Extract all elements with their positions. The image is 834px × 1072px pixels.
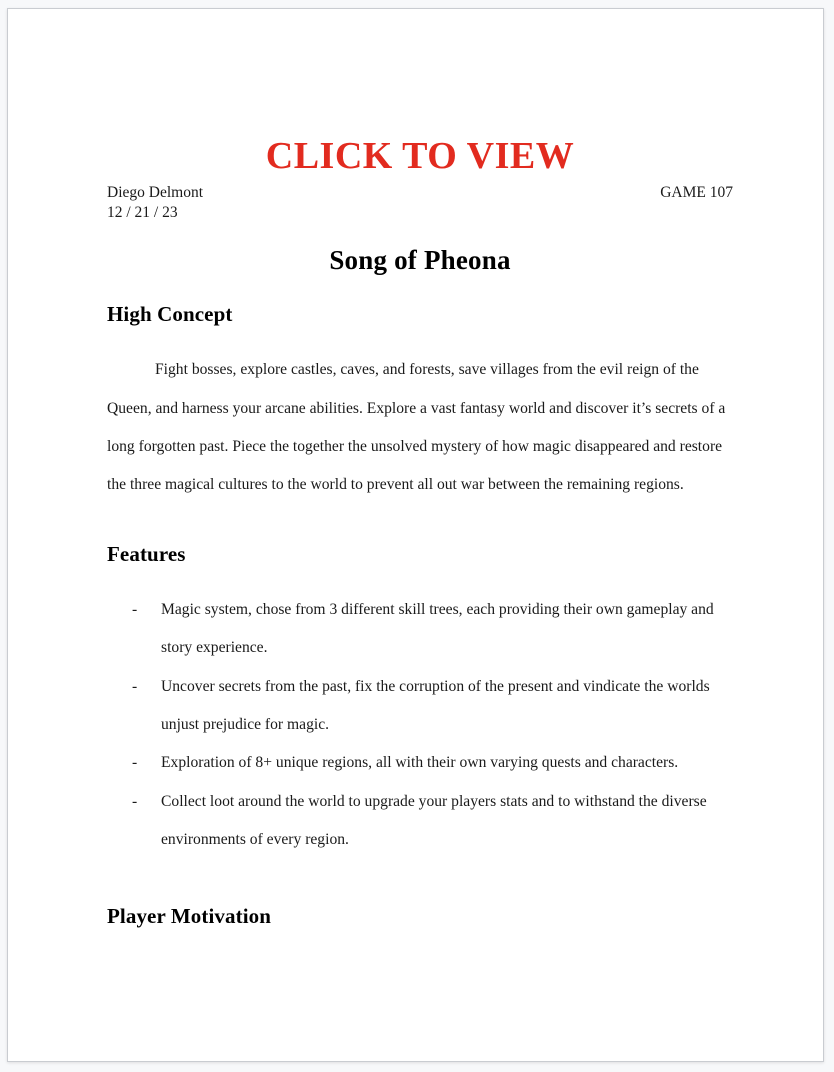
high-concept-paragraph: Fight bosses, explore castles, caves, and forests, save villages from the evil reign of the Queen, and harness your arcane abilities. Explore a vast fantasy world and discover it’s secrets of a long forgotten past. Piece the together the unsolved mystery of how magic disappeared and restore the three magical cultures to the world to prevent all out war between the remaining regions.	[107, 361, 726, 494]
header-top-row	[107, 183, 733, 203]
spacer	[107, 327, 733, 351]
author-name: Diego Delmont	[107, 184, 203, 201]
document-date: 12 / 21 / 23	[107, 204, 178, 222]
heading-features: Features	[107, 541, 186, 566]
document-header	[107, 183, 733, 224]
heading-player-motivation: Player Motivation	[107, 904, 272, 929]
list-item	[107, 744, 733, 782]
document-body	[107, 301, 733, 930]
list-item-text: Uncover secrets from the past, fix the corruption of the present and vindicate the worlds unjust prejudice for magic.	[161, 677, 710, 734]
click-to-view-overlay[interactable]: CLICK TO VIEW	[265, 135, 575, 177]
bullet-dash-icon: -	[132, 677, 138, 695]
list-item-text: Collect loot around the world to upgrade your players stats and to withstand the diverse environments of every region.	[161, 792, 707, 849]
list-item	[107, 591, 733, 668]
spacer	[107, 859, 733, 903]
bullet-dash-icon: -	[132, 792, 138, 810]
spacer	[107, 567, 733, 591]
features-list	[107, 591, 733, 860]
list-item	[107, 668, 733, 745]
bullet-dash-icon: -	[132, 754, 138, 772]
course-code: GAME 107	[660, 184, 733, 201]
bullet-dash-icon: -	[132, 600, 138, 618]
heading-high-concept: High Concept	[107, 302, 233, 326]
list-item	[107, 783, 733, 860]
page-content-area	[107, 9, 733, 1061]
document-title: Song of Pheona	[329, 245, 511, 275]
spacer	[107, 505, 733, 541]
list-item-text: Magic system, chose from 3 different skill trees, each providing their own gameplay and story experience.	[161, 600, 714, 657]
list-item-text: Exploration of 8+ unique regions, all with their own varying quests and characters.	[161, 754, 679, 772]
document-page	[7, 8, 824, 1062]
